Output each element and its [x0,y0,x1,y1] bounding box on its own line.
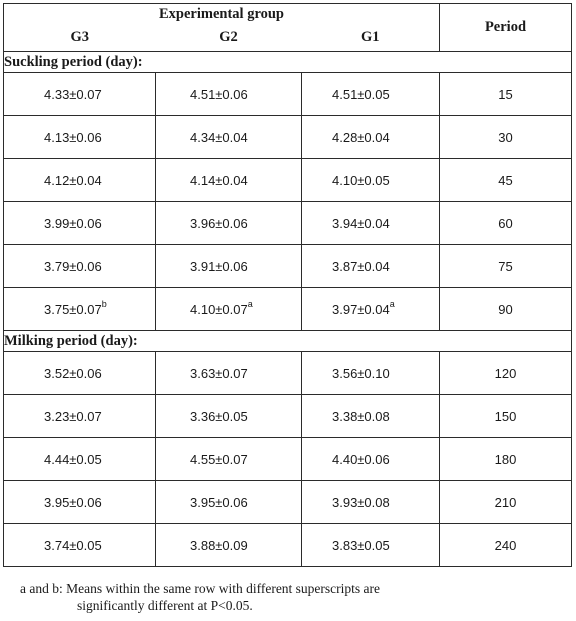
table-row [4,352,572,395]
g2-value: 4.55±0.07 [190,451,248,467]
g2-cell [156,481,302,524]
g3-value: 4.13±0.06 [44,129,102,145]
g3-value: 3.23±0.07 [44,408,102,424]
period-value: 45 [498,172,513,188]
g2-cell [156,116,302,159]
table-row [4,395,572,438]
g1-cell [302,202,440,245]
g3-cell [4,288,156,331]
g2-cell [156,352,302,395]
g2-value: 3.36±0.05 [190,408,248,424]
table-row [4,73,572,116]
period-value: 210 [494,494,517,510]
g1-value: 4.40±0.06 [332,451,390,467]
g1-cell [302,481,440,524]
g3-cell [4,438,156,481]
g2-cell [156,159,302,202]
g2-value: 4.51±0.06 [190,86,248,102]
g2-cell [156,202,302,245]
footnote-line-2: significantly different at P<0.05. [77,598,253,613]
period-value: 120 [494,365,517,381]
period-cell [440,524,572,567]
period-value: 90 [498,301,513,317]
g2-value: 4.14±0.04 [190,172,248,188]
significance-superscript: a [247,299,253,310]
g3-cell [4,481,156,524]
g1-value: 4.28±0.04 [332,129,390,145]
g3-cell [4,245,156,288]
table-row [4,438,572,481]
period-cell [440,288,572,331]
g3-value: 3.75±0.07 [44,301,102,317]
section-title: Milking period (day): [4,331,572,352]
g2-value: 3.63±0.07 [190,365,248,381]
g1-header: G1 [302,24,440,52]
g2-cell [156,288,302,331]
period-cell [440,73,572,116]
g2-value: 4.10±0.07 [190,301,248,317]
period-cell [440,116,572,159]
significance-superscript: b [101,299,107,310]
g3-cell [4,73,156,116]
g1-value: 3.56±0.10 [332,365,390,381]
period-cell [440,202,572,245]
period-value: 30 [498,129,513,145]
g1-value: 4.51±0.05 [332,86,390,102]
section-title: Suckling period (day): [4,52,572,73]
table-row [4,116,572,159]
table-row [4,288,572,331]
g3-value: 3.74±0.05 [44,537,102,553]
results-table [3,3,572,567]
footnote-line-1: a and b: Means within the same row with different superscripts are [20,581,381,596]
period-cell [440,352,572,395]
g1-cell [302,395,440,438]
period-value: 60 [498,215,513,231]
g2-value: 3.91±0.06 [190,258,248,274]
g3-value: 4.33±0.07 [44,86,102,102]
g3-value: 3.52±0.06 [44,365,102,381]
period-value: 75 [498,258,513,274]
g1-value: 3.87±0.04 [332,258,390,274]
g2-value: 3.96±0.06 [190,215,248,231]
g1-cell [302,73,440,116]
g3-value: 4.12±0.04 [44,172,102,188]
g1-cell [302,116,440,159]
g1-value: 4.10±0.05 [332,172,390,188]
period-cell [440,481,572,524]
g2-value: 3.88±0.09 [190,537,248,553]
period-cell [440,395,572,438]
period-cell [440,438,572,481]
g3-value: 3.79±0.06 [44,258,102,274]
table-row [4,245,572,288]
g2-cell [156,245,302,288]
g2-value: 4.34±0.04 [190,129,248,145]
g3-cell [4,116,156,159]
footnote [20,580,570,614]
g2-cell [156,73,302,116]
g3-header: G3 [4,24,156,52]
section-row [4,331,572,352]
g1-cell [302,524,440,567]
g1-value: 3.94±0.04 [332,215,390,231]
g2-value: 3.95±0.06 [190,494,248,510]
g1-cell [302,352,440,395]
table-row [4,202,572,245]
g1-value: 3.93±0.08 [332,494,390,510]
g3-cell [4,395,156,438]
period-cell [440,245,572,288]
g3-value: 3.99±0.06 [44,215,102,231]
period-cell [440,159,572,202]
period-header: Period [440,4,572,52]
g2-cell [156,395,302,438]
g2-header: G2 [156,24,302,52]
g3-cell [4,352,156,395]
g1-value: 3.83±0.05 [332,537,390,553]
g1-cell [302,159,440,202]
period-value: 180 [494,451,517,467]
significance-superscript: a [389,299,395,310]
experimental-group-header: Experimental group [4,4,440,25]
g3-cell [4,202,156,245]
g1-cell [302,288,440,331]
g2-cell [156,524,302,567]
g1-cell [302,245,440,288]
period-value: 240 [494,537,517,553]
g3-value: 3.95±0.06 [44,494,102,510]
period-value: 150 [494,408,517,424]
g1-cell [302,438,440,481]
g3-value: 4.44±0.05 [44,451,102,467]
g1-value: 3.97±0.04 [332,301,390,317]
section-row [4,52,572,73]
g1-value: 3.38±0.08 [332,408,390,424]
table-row [4,159,572,202]
period-value: 15 [498,86,513,102]
table-row [4,481,572,524]
header-row-top [4,4,572,25]
table-row [4,524,572,567]
g2-cell [156,438,302,481]
g3-cell [4,524,156,567]
g3-cell [4,159,156,202]
